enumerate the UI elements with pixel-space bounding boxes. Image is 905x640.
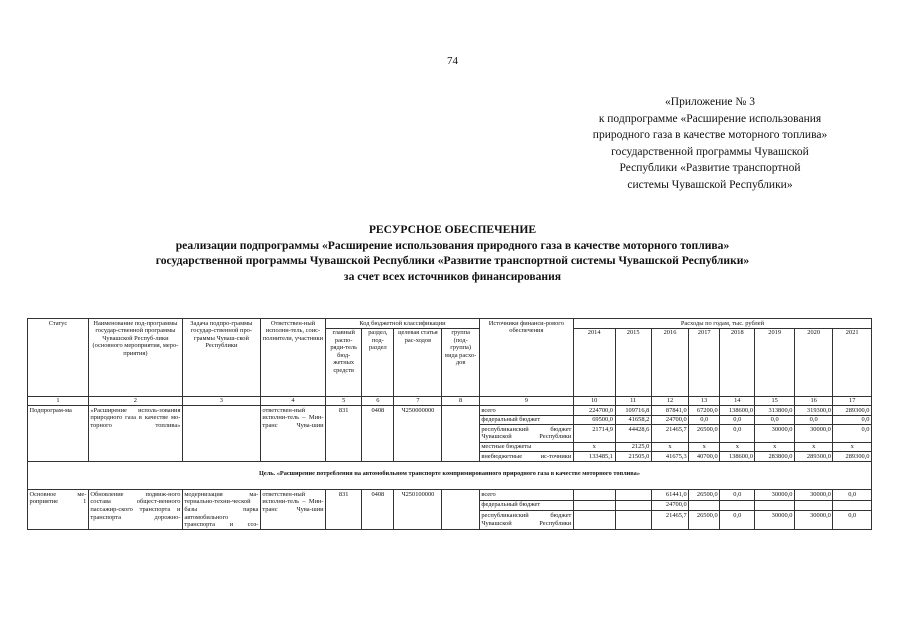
value-cell [573, 511, 615, 530]
event-name: Обновление подвиж-ного состава общест-венного пассажир-ского транспорта и транспорта дорожно- [88, 490, 182, 530]
source-label: всего [479, 406, 573, 416]
header-status: Статус [28, 319, 89, 397]
value-cell: x [794, 442, 832, 452]
column-number: 5 [326, 396, 362, 406]
appendix-block [540, 94, 880, 193]
appendix-line: к подпрограмме «Расширение использования [598, 112, 822, 125]
value-cell [833, 500, 872, 511]
value-cell: 0,0 [833, 415, 872, 425]
event-task: модернизация ма-териально-техни-ческой базы парка автомобильного транспорта и соз- [184, 490, 259, 529]
column-number: 3 [182, 396, 260, 406]
value-cell: 138600,0 [720, 452, 755, 462]
value-cell: x [651, 442, 688, 452]
value-cell: 0,0 [720, 415, 755, 425]
value-cell: 289300,0 [833, 452, 872, 462]
title-line: за счет всех источников финансирования [343, 269, 562, 283]
header-task: Задача подпро-граммы государ-ственной про-граммы Чуваш-ской Республики [182, 319, 260, 397]
source-label: местные бюджеты [479, 442, 573, 452]
value-cell: 30000,0 [794, 425, 832, 442]
value-cell: 24700,0 [651, 500, 688, 511]
column-number: 8 [442, 396, 479, 406]
column-number: 11 [615, 396, 651, 406]
value-cell: 319300,0 [794, 406, 832, 416]
event-code-section: 0408 [362, 490, 394, 530]
column-number: 17 [833, 396, 872, 406]
header-budget-code: Код бюджетной классификации [326, 319, 480, 329]
source-label: федеральный бюджет [479, 500, 573, 511]
column-number: 7 [394, 396, 442, 406]
value-cell: 0,0 [720, 425, 755, 442]
header-name: Наименование под-программы государ-ственной программы Чувашской Респуб-лики (основного мероприятия, меро-приятия) [88, 319, 182, 397]
value-cell: 283800,0 [755, 452, 795, 462]
value-cell: 67200,0 [689, 406, 720, 416]
header-sources: Источники финанси-рового обеспечения [479, 319, 573, 397]
value-cell: x [573, 442, 615, 452]
goal-row [28, 461, 872, 490]
table-row [28, 406, 872, 416]
value-cell: 61441,0 [651, 490, 688, 501]
column-number: 10 [573, 396, 615, 406]
subprogram-executor: ответствен-ный исполни-тель – Мин-транс Чува-шии [260, 406, 325, 462]
value-cell: 41658,2 [615, 415, 651, 425]
subprogram-code-manager: 831 [326, 406, 362, 462]
header-year: 2021 [833, 328, 872, 396]
value-cell [573, 490, 615, 501]
value-cell [615, 511, 651, 530]
value-cell: 69500,0 [573, 415, 615, 425]
column-number: 12 [651, 396, 688, 406]
value-cell: 87841,0 [651, 406, 688, 416]
table-row [28, 490, 872, 501]
event-code-manager: 831 [326, 490, 362, 530]
subprogram-task [182, 406, 260, 462]
document-title [60, 222, 845, 284]
column-number: 16 [794, 396, 832, 406]
header-year: 2015 [615, 328, 651, 396]
event-status: Основное ме-роприятие 1 [28, 490, 89, 530]
column-number: 1 [28, 396, 89, 406]
header-executor: Ответствен-ный исполни-тель, соис-полнители, участники [260, 319, 325, 397]
title-line: реализации подпрограммы «Расширение использования природного газа в качестве моторного топлива» [175, 238, 730, 252]
value-cell: 0,0 [794, 415, 832, 425]
value-cell: 30000,0 [755, 511, 795, 530]
value-cell: 109716,8 [615, 406, 651, 416]
column-number-row [28, 396, 872, 406]
value-cell: 26500,0 [689, 490, 720, 501]
column-number: 2 [88, 396, 182, 406]
source-label: республиканский бюджет Чувашской Республики [479, 511, 573, 530]
header-year: 2016 [651, 328, 688, 396]
value-cell: 30000,0 [755, 490, 795, 501]
value-cell: x [720, 442, 755, 452]
event-code-group [442, 490, 479, 530]
subprogram-status: Подпрограм-ма [28, 406, 89, 462]
source-label: всего [479, 490, 573, 501]
value-cell [794, 500, 832, 511]
source-label: федеральный бюджет [479, 415, 573, 425]
subprogram-name: «Расширение исполь-зования природного газа в качестве мо-торного топлива» [88, 406, 182, 462]
header-code-manager: главный распо-ряди-тель бюд-жетных средств [326, 328, 362, 396]
event-executor: ответствен-ный исполни-тель – Мин-транс Чува-шии [260, 490, 325, 530]
page-number: 74 [447, 55, 458, 67]
value-cell: 224700,0 [573, 406, 615, 416]
value-cell: 289300,0 [794, 452, 832, 462]
value-cell: 0,0 [689, 415, 720, 425]
appendix-line: «Приложение № 3 [665, 96, 755, 108]
value-cell: 21714,9 [573, 425, 615, 442]
value-cell: 0,0 [833, 511, 872, 530]
value-cell [689, 500, 720, 511]
value-cell: 21465,7 [651, 425, 688, 442]
value-cell: 0,0 [720, 490, 755, 501]
header-year: 2019 [755, 328, 795, 396]
column-number: 6 [362, 396, 394, 406]
appendix-line: системы Чувашской Республики» [627, 178, 793, 191]
header-code-section: раздел, под-раздел [362, 328, 394, 396]
value-cell [615, 490, 651, 501]
value-cell: 26500,0 [689, 511, 720, 530]
header-code-group: группа (под-группа) вида расхо-дов [442, 328, 479, 396]
header-year: 2018 [720, 328, 755, 396]
value-cell: x [755, 442, 795, 452]
value-cell: 138600,0 [720, 406, 755, 416]
value-cell: 30000,0 [755, 425, 795, 442]
header-row [28, 319, 872, 329]
value-cell: 41675,3 [651, 452, 688, 462]
source-label: республиканский бюджет Чувашской Республики [481, 425, 572, 441]
value-cell: 44428,6 [615, 425, 651, 442]
value-cell: 21465,7 [651, 511, 688, 530]
header-code-target: целевая статья рас-ходов [394, 328, 442, 396]
header-year: 2020 [794, 328, 832, 396]
title-line: государственной программы Чувашской Республики «Развитие транспортной системы Чувашской Республики» [155, 254, 750, 267]
value-cell: 2125,0 [615, 442, 651, 452]
value-cell [720, 500, 755, 511]
appendix-line: государственной программы Чувашской [611, 145, 809, 158]
value-cell: 0,0 [755, 415, 795, 425]
header-year: 2017 [689, 328, 720, 396]
goal-text: Цель. «Расширение потребления на автомобильном транспорте компримированного природного газа в качестве моторного топлива» [28, 461, 872, 490]
value-cell: 0,0 [720, 511, 755, 530]
header-expenses: Расходы по годам, тыс. рублей [573, 319, 871, 329]
title-line: РЕСУРСНОЕ ОБЕСПЕЧЕНИЕ [368, 223, 537, 236]
value-cell: 289300,0 [833, 406, 872, 416]
value-cell: 30000,0 [794, 511, 832, 530]
value-cell: 133485,1 [573, 452, 615, 462]
value-cell: 0,0 [833, 425, 872, 442]
column-number: 13 [689, 396, 720, 406]
column-number: 4 [260, 396, 325, 406]
subprogram-code-section: 0408 [362, 406, 394, 462]
header-year: 2014 [573, 328, 615, 396]
subprogram-code-group [442, 406, 479, 462]
value-cell: 26500,0 [689, 425, 720, 442]
value-cell: 21505,0 [615, 452, 651, 462]
value-cell: 40700,0 [689, 452, 720, 462]
appendix-line: природного газа в качестве моторного топлива» [592, 129, 828, 141]
resource-table [27, 318, 872, 530]
value-cell: 24700,0 [651, 415, 688, 425]
value-cell: 0,0 [833, 490, 872, 501]
appendix-line: Республики «Развитие транспортной [619, 162, 801, 174]
column-number: 15 [755, 396, 795, 406]
source-label: внебюджетные ис-точники [481, 452, 572, 460]
value-cell [755, 500, 795, 511]
value-cell: 313800,0 [755, 406, 795, 416]
column-number: 14 [720, 396, 755, 406]
value-cell: x [833, 442, 872, 452]
value-cell [573, 500, 615, 511]
value-cell: x [689, 442, 720, 452]
event-code-target: Ч250100000 [394, 490, 442, 530]
value-cell [615, 500, 651, 511]
value-cell: 30000,0 [794, 490, 832, 501]
subprogram-code-target: Ч250000000 [394, 406, 442, 462]
column-number: 9 [479, 396, 573, 406]
